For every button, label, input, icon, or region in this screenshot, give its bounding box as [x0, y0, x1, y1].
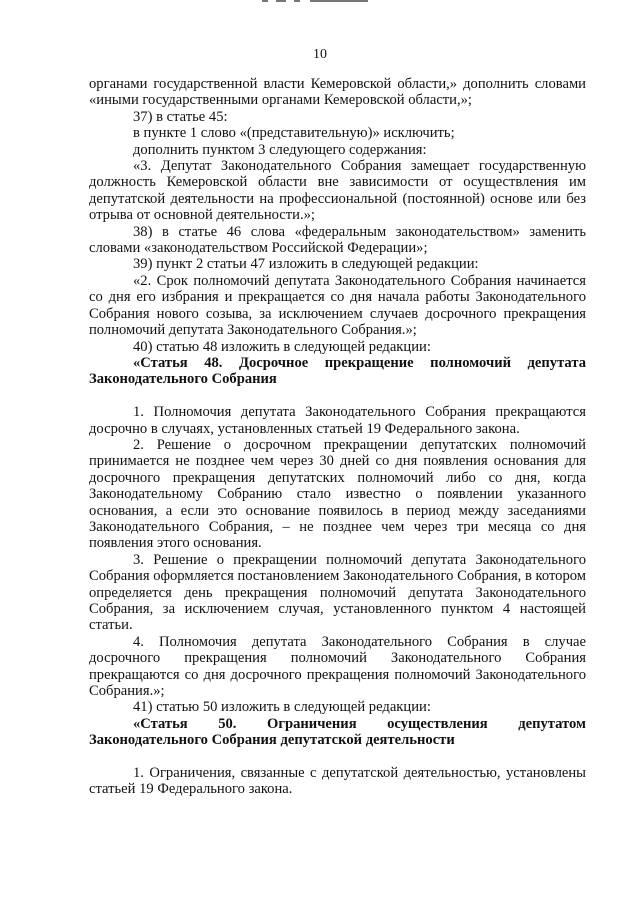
article-heading: «Статья 50. Ограничения осуществления депутатом Законодательного Собрания депутатской деятельности: [89, 715, 586, 749]
paragraph: «3. Депутат Законодательного Собрания замещает государственную должность Кемеровской области вне зависимости от осуществления им депутатской деятельности на профессиональной (постоянной) основе или без отрыва от основной деятельности.»;: [89, 158, 586, 224]
paragraph: 41) статью 50 изложить в следующей редакции:: [133, 699, 431, 716]
scan-artifact-marks: [262, 0, 382, 3]
article-heading: «Статья 48. Досрочное прекращение полномочий депутата Законодательного Собрания: [89, 354, 586, 388]
paragraph: 37) в статье 45:: [133, 108, 228, 125]
paragraph: 1. Полномочия депутата Законодательного Собрания прекращаются досрочно в случаях, установленных статьей 19 Федерального закона.: [89, 404, 586, 437]
paragraph: 1. Ограничения, связанные с депутатской деятельностью, установлены статьей 19 Федерального закона.: [89, 765, 586, 798]
paragraph: «2. Срок полномочий депутата Законодательного Собрания начинается со дня его избрания и прекращается со дня начала работы Законодательного Собрания нового созыва, за исключением случаев досрочного прекращения полномочий депутата Законодательного Собрания.»;: [89, 272, 586, 339]
document-body: [89, 76, 586, 798]
paragraph: в пункте 1 слово «(представительную)» исключить;: [133, 125, 455, 142]
paragraph: органами государственной власти Кемеровской области,» дополнить словами «иными государственными органами Кемеровской области,»;: [89, 76, 586, 109]
page-number: 10: [313, 47, 327, 62]
paragraph: 2. Решение о досрочном прекращении депутатских полномочий принимается не позднее чем через 30 дней со дня появления основания для досрочного прекращения депутатских полномочий либо со дня, когда Законодательному Собранию стало известно о появлении указанного основания, а если это основание появилось в период между заседаниями Законодательного Собрания, – не позднее чем через три месяца со дня появления этого основания.: [89, 436, 586, 552]
paragraph: 40) статью 48 изложить в следующей редакции:: [133, 338, 431, 355]
paragraph-spacer: [89, 388, 586, 404]
paragraph: 39) пункт 2 статьи 47 изложить в следующей редакции:: [133, 256, 479, 273]
paragraph: 38) в статье 46 слова «федеральным законодательством» заменить словами «законодательством Российской Федерации»;: [89, 223, 586, 257]
paragraph: 3. Решение о прекращении полномочий депутата Законодательного Собрания оформляется постановлением Законодательного Собрания, в котором определяется день прекращения полномочий депутата Законодательного Собрания, за исключением случая, установленного пунктом 4 настоящей статьи.: [89, 551, 586, 634]
paragraph: 4. Полномочия депутата Законодательного Собрания в случае досрочного прекращения полномочий Законодательного Собрания прекращаются со дня досрочного прекращения полномочий Законодательного Собрания.»;: [89, 633, 586, 700]
paragraph-spacer: [89, 749, 586, 765]
paragraph: дополнить пунктом 3 следующего содержания:: [133, 141, 427, 158]
